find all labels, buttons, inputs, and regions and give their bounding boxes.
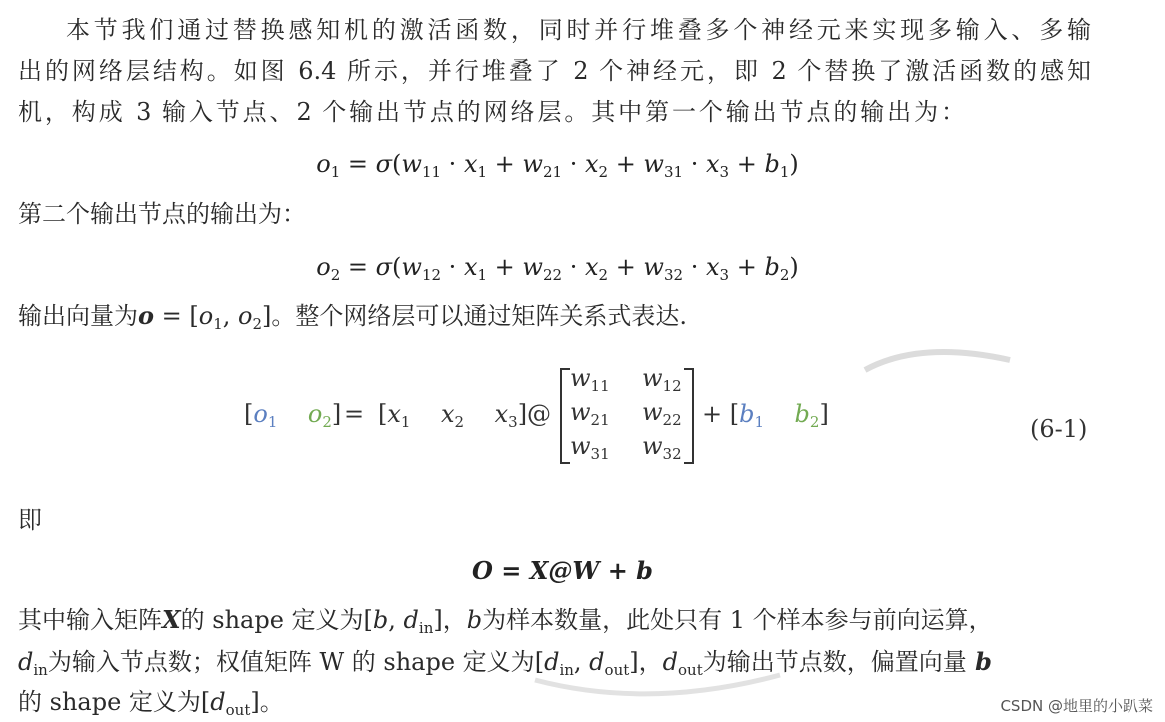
label-second-output: 第二个输出节点的输出为： bbox=[18, 200, 306, 228]
csdn-watermark: CSDN @地里的小趴菜 bbox=[1000, 697, 1153, 715]
shape-line-3: 的 shape 定义为$[d_{out}]$。 bbox=[18, 688, 284, 719]
shape-line-2: $d_{in}$为输入节点数；权值矩阵 W 的 shape 定义为[$d_{in}$, $d_{out}$]，$d_{out}$为输出节点数，偏置向量 b bbox=[18, 647, 992, 679]
equation-number: (6-1) bbox=[1030, 415, 1088, 443]
paragraph-line-2: 出的网络层结构。如图 6.4 所示，并行堆叠了 2 个神经元，即 2 个替换了激活函数的感知 bbox=[18, 57, 1091, 85]
formula-o1: $o_1 = \sigma(w_{11} \cdot x_1 + w_{21} \cdot x_2 + w_{31} \cdot x_3 + b_1)$ bbox=[316, 150, 799, 181]
matrix-right-bracket bbox=[684, 368, 694, 464]
lhs-vector: [$o_1$ $o_2$] bbox=[244, 400, 342, 431]
matrix-left-bracket bbox=[560, 368, 570, 464]
input-vector: [$x_1$ $x_2$ $x_3]@$ bbox=[378, 400, 552, 431]
ji-label: 即 bbox=[18, 506, 42, 534]
output-vector-line: 输出向量为$o = [o_1$, $o_2$]。整个网络层可以通过矩阵关系式表达. bbox=[18, 301, 688, 333]
paragraph-line-3: 机，构成 3 输入节点、2 个输出节点的网络层。其中第一个输出节点的输出为： bbox=[18, 98, 965, 126]
matrix-equation: [$o_1$ $o_2$] = [$x_1$ $x_2$ $x_3]@$ $w_{11}$ $w_{12}$ $w_{21}$ $w_{22}$ $w_{31}$ $w_{32}$ + [$b_1$ $b_2$] bbox=[244, 364, 829, 463]
vector-prefix: 输出向量为 bbox=[18, 302, 138, 330]
formula-o2: $o_2 = \sigma(w_{12} \cdot x_1 + w_{22} \cdot x_2 + w_{32} \cdot x_3 + b_2)$ bbox=[316, 253, 799, 284]
paragraph-line-1: 本节我们通过替换感知机的激活函数，同时并行堆叠多个神经元来实现多输入、多输 bbox=[66, 16, 1091, 44]
formula-matrix-form: O = X@W + b bbox=[472, 556, 653, 585]
bias-vector: + [$b_1$ $b_2$] bbox=[702, 400, 829, 431]
vector-suffix: 。整个网络层可以通过矩阵关系式表达. bbox=[271, 302, 688, 330]
shape-line-1: 其中输入矩阵X的 shape 定义为[b, $d_{in}$]，b为样本数量，此处只有 1 个样本参与前向运算， bbox=[18, 605, 993, 637]
